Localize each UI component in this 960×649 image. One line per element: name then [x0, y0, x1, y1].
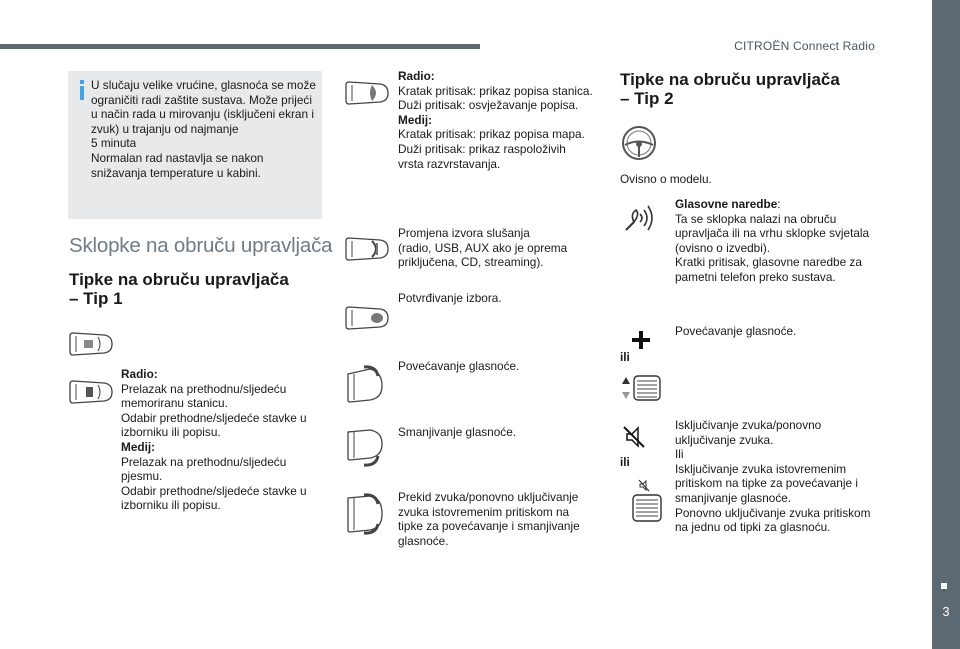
volume-down-text: Smanjivanje glasnoće.	[398, 425, 517, 439]
info-icon	[77, 80, 87, 100]
media-desc: Kratak pritisak: prikaz popisa mapa. Duži pritisak: prikaz raspoloživih vrsta razvrstavanja.	[398, 127, 585, 171]
side-strip	[932, 0, 960, 649]
type2-volume-up-text: Povećavanje glasnoće.	[675, 324, 797, 338]
mute-speaker-icon	[621, 424, 647, 450]
stalk-volume-up-icon	[344, 364, 386, 404]
or-label: ili	[620, 350, 630, 364]
confirm-text: Potvrđivanje izbora.	[398, 291, 502, 305]
radio-desc: Prelazak na prethodnu/sljedeću memoriranu stanicu. Odabir prethodne/sljedeće stavke u izborniku ili popisu.	[121, 381, 307, 440]
info-text: U slučaju velike vrućine, glasnoća se može ograničiti radi zaštite sustava. Može prijeći u način rada u mirovanju (isključeni ekran i zvuk) u trajanju od najmanje 5 minuta Normalan rad nastavlja se nakon snižavanja temperature u kabini.	[91, 78, 316, 180]
header-bar	[0, 44, 480, 49]
or-label: ili	[620, 455, 630, 469]
voice-label: Glasovne naredbe	[675, 197, 778, 211]
manual-title: CITROËN Connect Radio	[734, 39, 875, 53]
section-title: Sklopke na obruču upravljača	[69, 234, 333, 257]
volume-wheel-icon	[619, 374, 663, 402]
radio-label: Radio:	[121, 367, 158, 381]
type1-heading: Tipke na obruču upravljača – Tip 1	[69, 270, 289, 308]
stalk-wheel-icon	[68, 379, 114, 405]
radio-media-list-text	[398, 69, 593, 171]
plus-icon	[631, 330, 651, 350]
media-label: Medij:	[121, 439, 156, 454]
type2-heading: Tipke na obruču upravljača – Tip 2	[620, 70, 840, 108]
type1-radio-media-text	[121, 367, 321, 513]
mute-wheel-icon	[626, 478, 666, 524]
stalk-end-icon	[344, 80, 390, 106]
voice-command-text: Glasovne naredbe: Ta se sklopka nalazi na obruču upravljača ili na vrhu sklopke svjetala (ovisno o izvedbi). Kratki pritisak, glasovne naredbe za pametni telefon preko sustava.	[675, 197, 870, 284]
stalk-control-icon	[68, 331, 114, 357]
mute-text: Prekid zvuka/ponovno uključivanje zvuka istovremenim pritiskom na tipke za povećavanje i smanjivanje glasnoće.	[398, 490, 580, 548]
voice-desc: Ta se sklopka nalazi na obruču upravljača ili na vrhu sklopke svjetala (ovisno o izvedbi). Kratki pritisak, glasovne naredbe za pametni telefon preko sustava.	[675, 211, 870, 284]
stalk-mute-icon	[344, 492, 386, 536]
steering-wheel-icon	[620, 124, 658, 162]
stalk-source-icon	[344, 236, 390, 262]
stalk-confirm-icon	[344, 305, 390, 331]
media-desc: Prelazak na prethodnu/sljedeću pjesmu. Odabir prethodne/sljedeće stavke u izborniku ili popisu.	[121, 454, 307, 513]
model-note: Ovisno o modelu.	[620, 172, 712, 186]
radio-desc: Kratak pritisak: prikaz popisa stanica. Duži pritisak: osvježavanje popisa.	[398, 83, 593, 113]
voice-command-icon	[622, 200, 656, 234]
source-change-text: Promjena izvora slušanja (radio, USB, AUX ako je oprema priključena, CD, streaming).	[398, 226, 568, 270]
volume-up-text: Povećavanje glasnoće.	[398, 359, 520, 373]
type2-mute-text: Isključivanje zvuka/ponovno uključivanje zvuka. Ili Isključivanje zvuka istovremenim pritiskom na tipke za povećavanje i smanjivanje glasnoće. Ponovno uključivanje zvuka pritiskom na jednu od tipki za glasnoću.	[675, 418, 871, 535]
radio-label: Radio:	[398, 69, 435, 83]
media-label: Medij:	[398, 112, 433, 127]
page-marker	[941, 583, 947, 589]
page-number: 3	[942, 604, 950, 619]
stalk-volume-down-icon	[344, 428, 386, 468]
